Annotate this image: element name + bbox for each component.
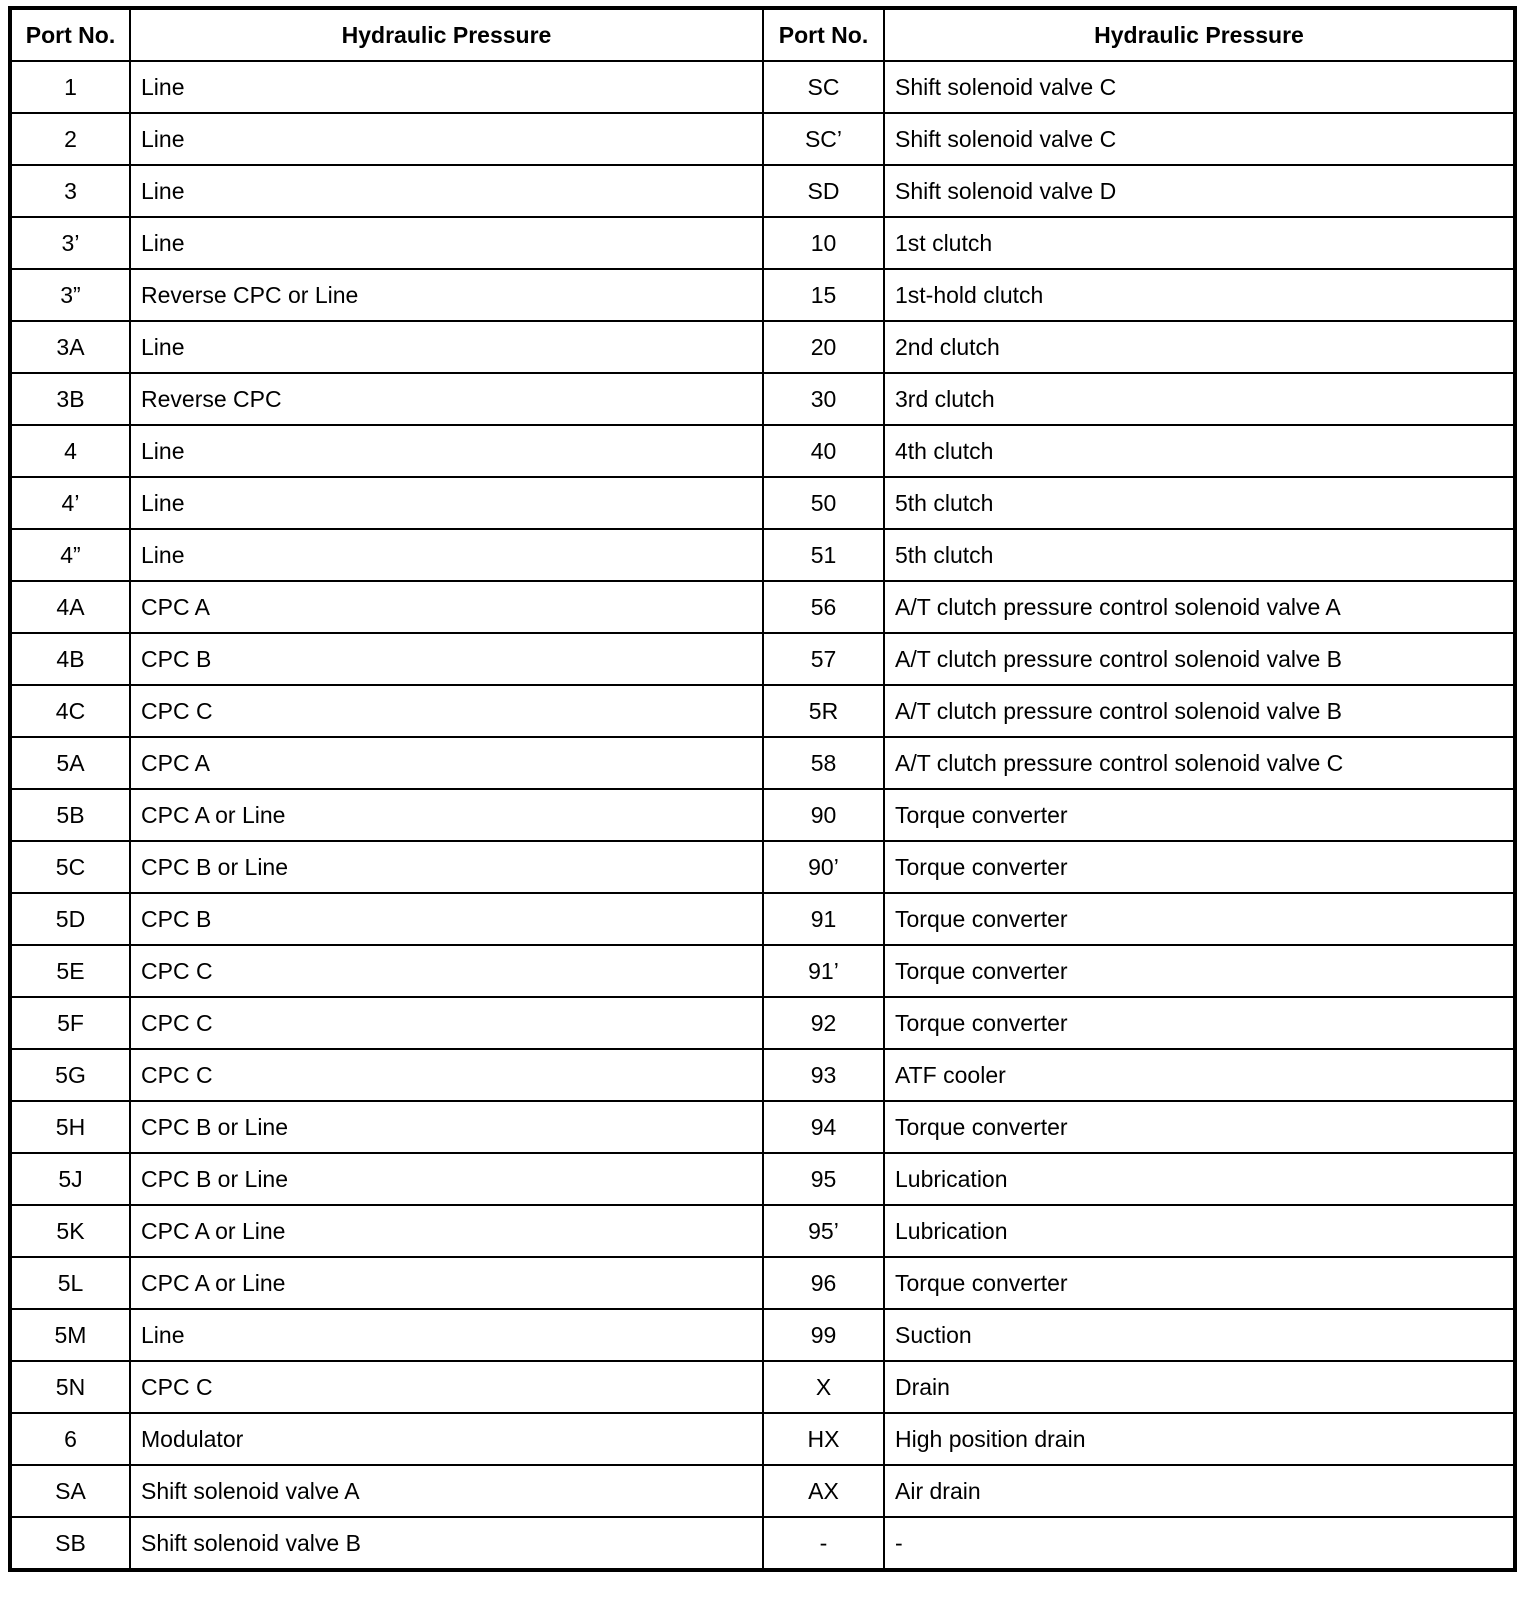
cell-hydraulic-pressure-left: CPC A or Line	[130, 1257, 763, 1309]
cell-port-no-right: 58	[763, 737, 884, 789]
cell-port-no-left: 3’	[10, 217, 130, 269]
cell-hydraulic-pressure-right: Shift solenoid valve D	[884, 165, 1515, 217]
cell-hydraulic-pressure-right: 1st-hold clutch	[884, 269, 1515, 321]
cell-hydraulic-pressure-left: Line	[130, 477, 763, 529]
cell-hydraulic-pressure-right: 2nd clutch	[884, 321, 1515, 373]
cell-hydraulic-pressure-right: 4th clutch	[884, 425, 1515, 477]
cell-port-no-right: SC’	[763, 113, 884, 165]
cell-hydraulic-pressure-left: Line	[130, 529, 763, 581]
cell-hydraulic-pressure-left: CPC B or Line	[130, 1101, 763, 1153]
cell-hydraulic-pressure-right: Shift solenoid valve C	[884, 113, 1515, 165]
cell-hydraulic-pressure-right: Torque converter	[884, 1257, 1515, 1309]
cell-hydraulic-pressure-right: Torque converter	[884, 893, 1515, 945]
table-row	[10, 1257, 1515, 1309]
table-row	[10, 633, 1515, 685]
cell-port-no-left: 5A	[10, 737, 130, 789]
cell-port-no-left: 5F	[10, 997, 130, 1049]
cell-hydraulic-pressure-left: CPC C	[130, 945, 763, 997]
cell-port-no-left: 5N	[10, 1361, 130, 1413]
table-row	[10, 581, 1515, 633]
cell-port-no-left: SB	[10, 1517, 130, 1570]
table-row	[10, 1153, 1515, 1205]
cell-hydraulic-pressure-right: Shift solenoid valve C	[884, 61, 1515, 113]
cell-hydraulic-pressure-left: Shift solenoid valve B	[130, 1517, 763, 1570]
cell-hydraulic-pressure-left: Line	[130, 61, 763, 113]
cell-port-no-right: HX	[763, 1413, 884, 1465]
cell-hydraulic-pressure-right: Torque converter	[884, 789, 1515, 841]
table-header-row	[10, 8, 1515, 61]
cell-hydraulic-pressure-right: A/T clutch pressure control solenoid valve B	[884, 633, 1515, 685]
cell-hydraulic-pressure-left: CPC C	[130, 1049, 763, 1101]
table-row	[10, 321, 1515, 373]
cell-port-no-right: 57	[763, 633, 884, 685]
cell-hydraulic-pressure-left: Line	[130, 425, 763, 477]
cell-port-no-right: 95	[763, 1153, 884, 1205]
table-row	[10, 61, 1515, 113]
cell-port-no-right: 15	[763, 269, 884, 321]
cell-hydraulic-pressure-right: High position drain	[884, 1413, 1515, 1465]
cell-port-no-left: 4C	[10, 685, 130, 737]
cell-port-no-left: 6	[10, 1413, 130, 1465]
cell-port-no-right: 93	[763, 1049, 884, 1101]
cell-hydraulic-pressure-left: Line	[130, 1309, 763, 1361]
cell-port-no-left: 5K	[10, 1205, 130, 1257]
cell-port-no-left: 4	[10, 425, 130, 477]
cell-hydraulic-pressure-left: Modulator	[130, 1413, 763, 1465]
cell-port-no-right: 5R	[763, 685, 884, 737]
cell-port-no-right: 99	[763, 1309, 884, 1361]
cell-hydraulic-pressure-right: 3rd clutch	[884, 373, 1515, 425]
table-row	[10, 997, 1515, 1049]
table-row	[10, 477, 1515, 529]
cell-hydraulic-pressure-left: Shift solenoid valve A	[130, 1465, 763, 1517]
table-row	[10, 269, 1515, 321]
cell-port-no-left: 1	[10, 61, 130, 113]
cell-port-no-right: 90	[763, 789, 884, 841]
cell-hydraulic-pressure-right: Drain	[884, 1361, 1515, 1413]
cell-port-no-left: SA	[10, 1465, 130, 1517]
cell-port-no-left: 3A	[10, 321, 130, 373]
cell-hydraulic-pressure-right: A/T clutch pressure control solenoid valve B	[884, 685, 1515, 737]
cell-hydraulic-pressure-right: A/T clutch pressure control solenoid valve A	[884, 581, 1515, 633]
cell-hydraulic-pressure-left: CPC C	[130, 1361, 763, 1413]
cell-hydraulic-pressure-right: A/T clutch pressure control solenoid valve C	[884, 737, 1515, 789]
cell-port-no-left: 5G	[10, 1049, 130, 1101]
cell-hydraulic-pressure-right: ATF cooler	[884, 1049, 1515, 1101]
cell-hydraulic-pressure-left: CPC A or Line	[130, 1205, 763, 1257]
cell-port-no-left: 5H	[10, 1101, 130, 1153]
cell-hydraulic-pressure-right: Lubrication	[884, 1205, 1515, 1257]
cell-hydraulic-pressure-left: Reverse CPC	[130, 373, 763, 425]
cell-hydraulic-pressure-right: Torque converter	[884, 841, 1515, 893]
cell-port-no-right: -	[763, 1517, 884, 1570]
cell-hydraulic-pressure-left: Line	[130, 321, 763, 373]
cell-port-no-left: 4’	[10, 477, 130, 529]
table-row	[10, 893, 1515, 945]
cell-hydraulic-pressure-left: Line	[130, 217, 763, 269]
cell-port-no-left: 4”	[10, 529, 130, 581]
cell-hydraulic-pressure-right: Torque converter	[884, 1101, 1515, 1153]
cell-hydraulic-pressure-left: CPC B	[130, 633, 763, 685]
table-row	[10, 1361, 1515, 1413]
cell-port-no-right: 90’	[763, 841, 884, 893]
cell-port-no-left: 4A	[10, 581, 130, 633]
table-row	[10, 1517, 1515, 1570]
header-hydraulic-pressure-left: Hydraulic Pressure	[130, 8, 763, 61]
cell-port-no-right: 30	[763, 373, 884, 425]
cell-port-no-left: 5E	[10, 945, 130, 997]
cell-port-no-left: 4B	[10, 633, 130, 685]
cell-port-no-right: 95’	[763, 1205, 884, 1257]
cell-port-no-right: 51	[763, 529, 884, 581]
cell-port-no-left: 5D	[10, 893, 130, 945]
table-row	[10, 945, 1515, 997]
table-body	[10, 61, 1515, 1570]
cell-hydraulic-pressure-right: Lubrication	[884, 1153, 1515, 1205]
table-row	[10, 789, 1515, 841]
table-row	[10, 1465, 1515, 1517]
table-row	[10, 841, 1515, 893]
cell-port-no-right: 96	[763, 1257, 884, 1309]
cell-hydraulic-pressure-right: 5th clutch	[884, 529, 1515, 581]
cell-port-no-left: 5J	[10, 1153, 130, 1205]
cell-port-no-right: SC	[763, 61, 884, 113]
cell-port-no-right: 56	[763, 581, 884, 633]
cell-hydraulic-pressure-left: Reverse CPC or Line	[130, 269, 763, 321]
table-row	[10, 113, 1515, 165]
table-row	[10, 737, 1515, 789]
cell-port-no-right: AX	[763, 1465, 884, 1517]
cell-hydraulic-pressure-left: CPC B	[130, 893, 763, 945]
cell-port-no-right: 10	[763, 217, 884, 269]
cell-port-no-right: 91	[763, 893, 884, 945]
cell-hydraulic-pressure-right: Air drain	[884, 1465, 1515, 1517]
cell-hydraulic-pressure-left: CPC B or Line	[130, 841, 763, 893]
cell-hydraulic-pressure-right: Suction	[884, 1309, 1515, 1361]
cell-port-no-right: 40	[763, 425, 884, 477]
table-row	[10, 1413, 1515, 1465]
header-port-no-left: Port No.	[10, 8, 130, 61]
cell-hydraulic-pressure-right: Torque converter	[884, 997, 1515, 1049]
port-pressure-table	[8, 6, 1517, 1572]
cell-port-no-right: 50	[763, 477, 884, 529]
table-row	[10, 217, 1515, 269]
header-hydraulic-pressure-right: Hydraulic Pressure	[884, 8, 1515, 61]
cell-hydraulic-pressure-left: Line	[130, 165, 763, 217]
cell-port-no-right: 92	[763, 997, 884, 1049]
table-row	[10, 1205, 1515, 1257]
cell-hydraulic-pressure-right: -	[884, 1517, 1515, 1570]
table-row	[10, 165, 1515, 217]
cell-port-no-right: 94	[763, 1101, 884, 1153]
port-table-sheet	[8, 6, 1513, 1572]
cell-hydraulic-pressure-left: CPC A or Line	[130, 789, 763, 841]
cell-port-no-left: 3”	[10, 269, 130, 321]
cell-port-no-left: 3	[10, 165, 130, 217]
cell-hydraulic-pressure-left: CPC C	[130, 997, 763, 1049]
cell-hydraulic-pressure-left: CPC A	[130, 581, 763, 633]
cell-hydraulic-pressure-left: CPC A	[130, 737, 763, 789]
table-row	[10, 685, 1515, 737]
cell-hydraulic-pressure-left: CPC C	[130, 685, 763, 737]
cell-port-no-right: 20	[763, 321, 884, 373]
cell-port-no-left: 2	[10, 113, 130, 165]
cell-hydraulic-pressure-right: Torque converter	[884, 945, 1515, 997]
table-row	[10, 425, 1515, 477]
table-row	[10, 529, 1515, 581]
cell-port-no-right: SD	[763, 165, 884, 217]
header-port-no-right: Port No.	[763, 8, 884, 61]
cell-port-no-left: 3B	[10, 373, 130, 425]
cell-hydraulic-pressure-right: 1st clutch	[884, 217, 1515, 269]
cell-port-no-left: 5C	[10, 841, 130, 893]
table-row	[10, 373, 1515, 425]
cell-port-no-right: X	[763, 1361, 884, 1413]
cell-hydraulic-pressure-left: CPC B or Line	[130, 1153, 763, 1205]
cell-port-no-left: 5M	[10, 1309, 130, 1361]
table-row	[10, 1309, 1515, 1361]
cell-port-no-left: 5L	[10, 1257, 130, 1309]
cell-port-no-right: 91’	[763, 945, 884, 997]
table-row	[10, 1049, 1515, 1101]
cell-hydraulic-pressure-right: 5th clutch	[884, 477, 1515, 529]
cell-port-no-left: 5B	[10, 789, 130, 841]
cell-hydraulic-pressure-left: Line	[130, 113, 763, 165]
table-row	[10, 1101, 1515, 1153]
